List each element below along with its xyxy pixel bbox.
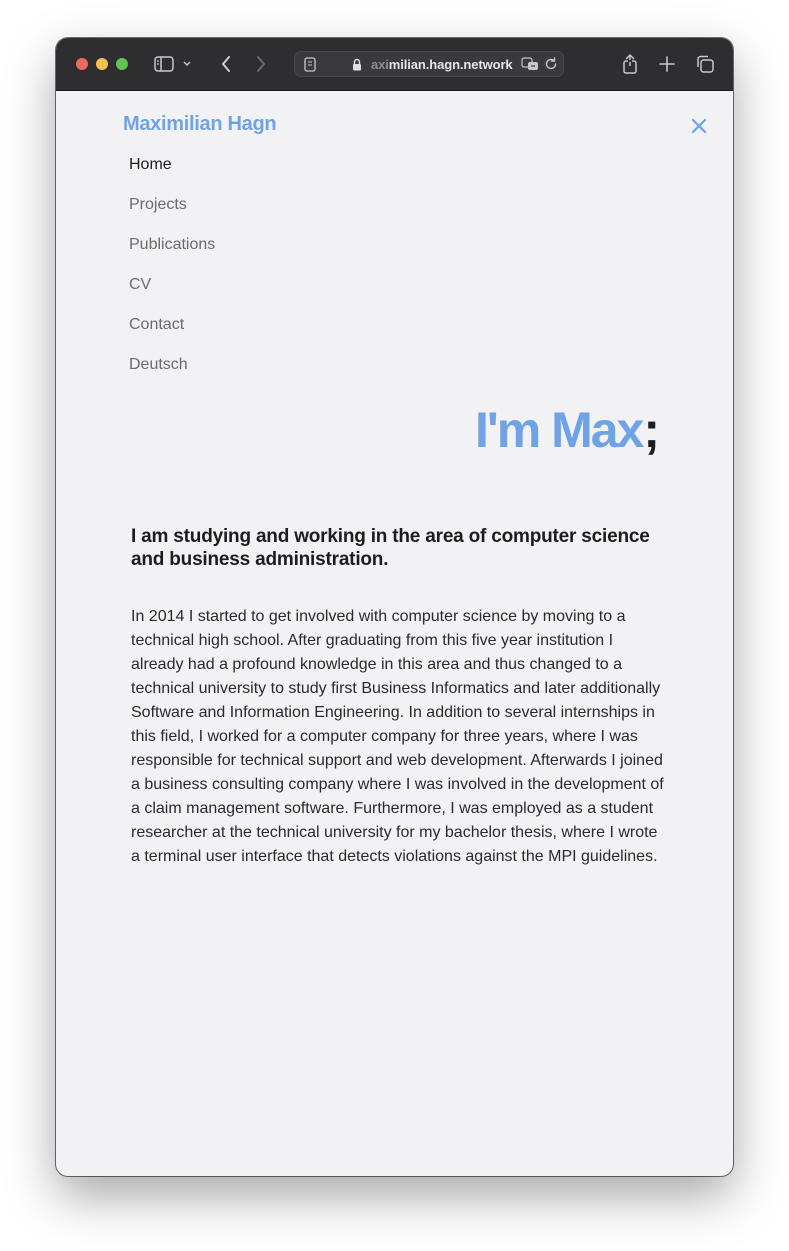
- bio-paragraph: In 2014 I started to get involved with computer science by moving to a technical high school. After graduating from this five year institution I already had a profound knowledge in this area and thus changed to a technical university to study first Business Informatics and later additionally Software and Information Engineering. In addition to several internships in this field, I worked for a computer company for three years, where I was responsible for technical support and web development. Afterwards I joined a business consulting company where I was involved in the development of a claim management software. Furthermore, I was employed as a student researcher at the technical university for my bachelor thesis, where I wrote a terminal user interface that detects violations against the MPI guidelines.: [131, 608, 664, 865]
- url-text: aximilian.hagn.network: [371, 57, 513, 72]
- close-window-button[interactable]: [76, 58, 88, 70]
- page-icon[interactable]: [299, 52, 321, 76]
- nav-item-cv[interactable]: CV: [129, 276, 152, 293]
- lead-heading: I am studying and working in the area of computer science and business administration.: [131, 526, 650, 570]
- address-bar[interactable]: [294, 51, 564, 77]
- chevron-down-icon[interactable]: [180, 52, 194, 76]
- back-icon[interactable]: [214, 52, 238, 76]
- minimize-window-button[interactable]: [96, 58, 108, 70]
- close-menu-icon[interactable]: [691, 118, 707, 134]
- nav-item-projects[interactable]: Projects: [129, 196, 187, 213]
- page-content: [56, 91, 733, 1176]
- tabs-icon[interactable]: [693, 52, 717, 76]
- nav-item-home[interactable]: Home: [129, 156, 172, 173]
- forward-icon[interactable]: [249, 52, 273, 76]
- main-nav: [129, 155, 215, 395]
- hero-semicolon: ;: [643, 402, 658, 458]
- browser-window: [56, 38, 733, 1176]
- lock-icon: [347, 52, 367, 76]
- nav-item-publications[interactable]: Publications: [129, 236, 216, 253]
- hero-name: I'm Max: [474, 402, 643, 458]
- new-tab-icon[interactable]: [655, 52, 679, 76]
- nav-item-contact[interactable]: Contact: [129, 316, 185, 333]
- site-title-link[interactable]: Maximilian Hagn: [123, 113, 277, 135]
- nav-item-language[interactable]: Deutsch: [129, 356, 188, 373]
- translate-icon[interactable]: [519, 52, 541, 76]
- browser-toolbar: [56, 38, 733, 91]
- maximize-window-button[interactable]: [116, 58, 128, 70]
- reload-icon[interactable]: [541, 52, 561, 76]
- hero-heading: [475, 401, 658, 459]
- sidebar-icon[interactable]: [152, 52, 176, 76]
- share-icon[interactable]: [618, 52, 642, 76]
